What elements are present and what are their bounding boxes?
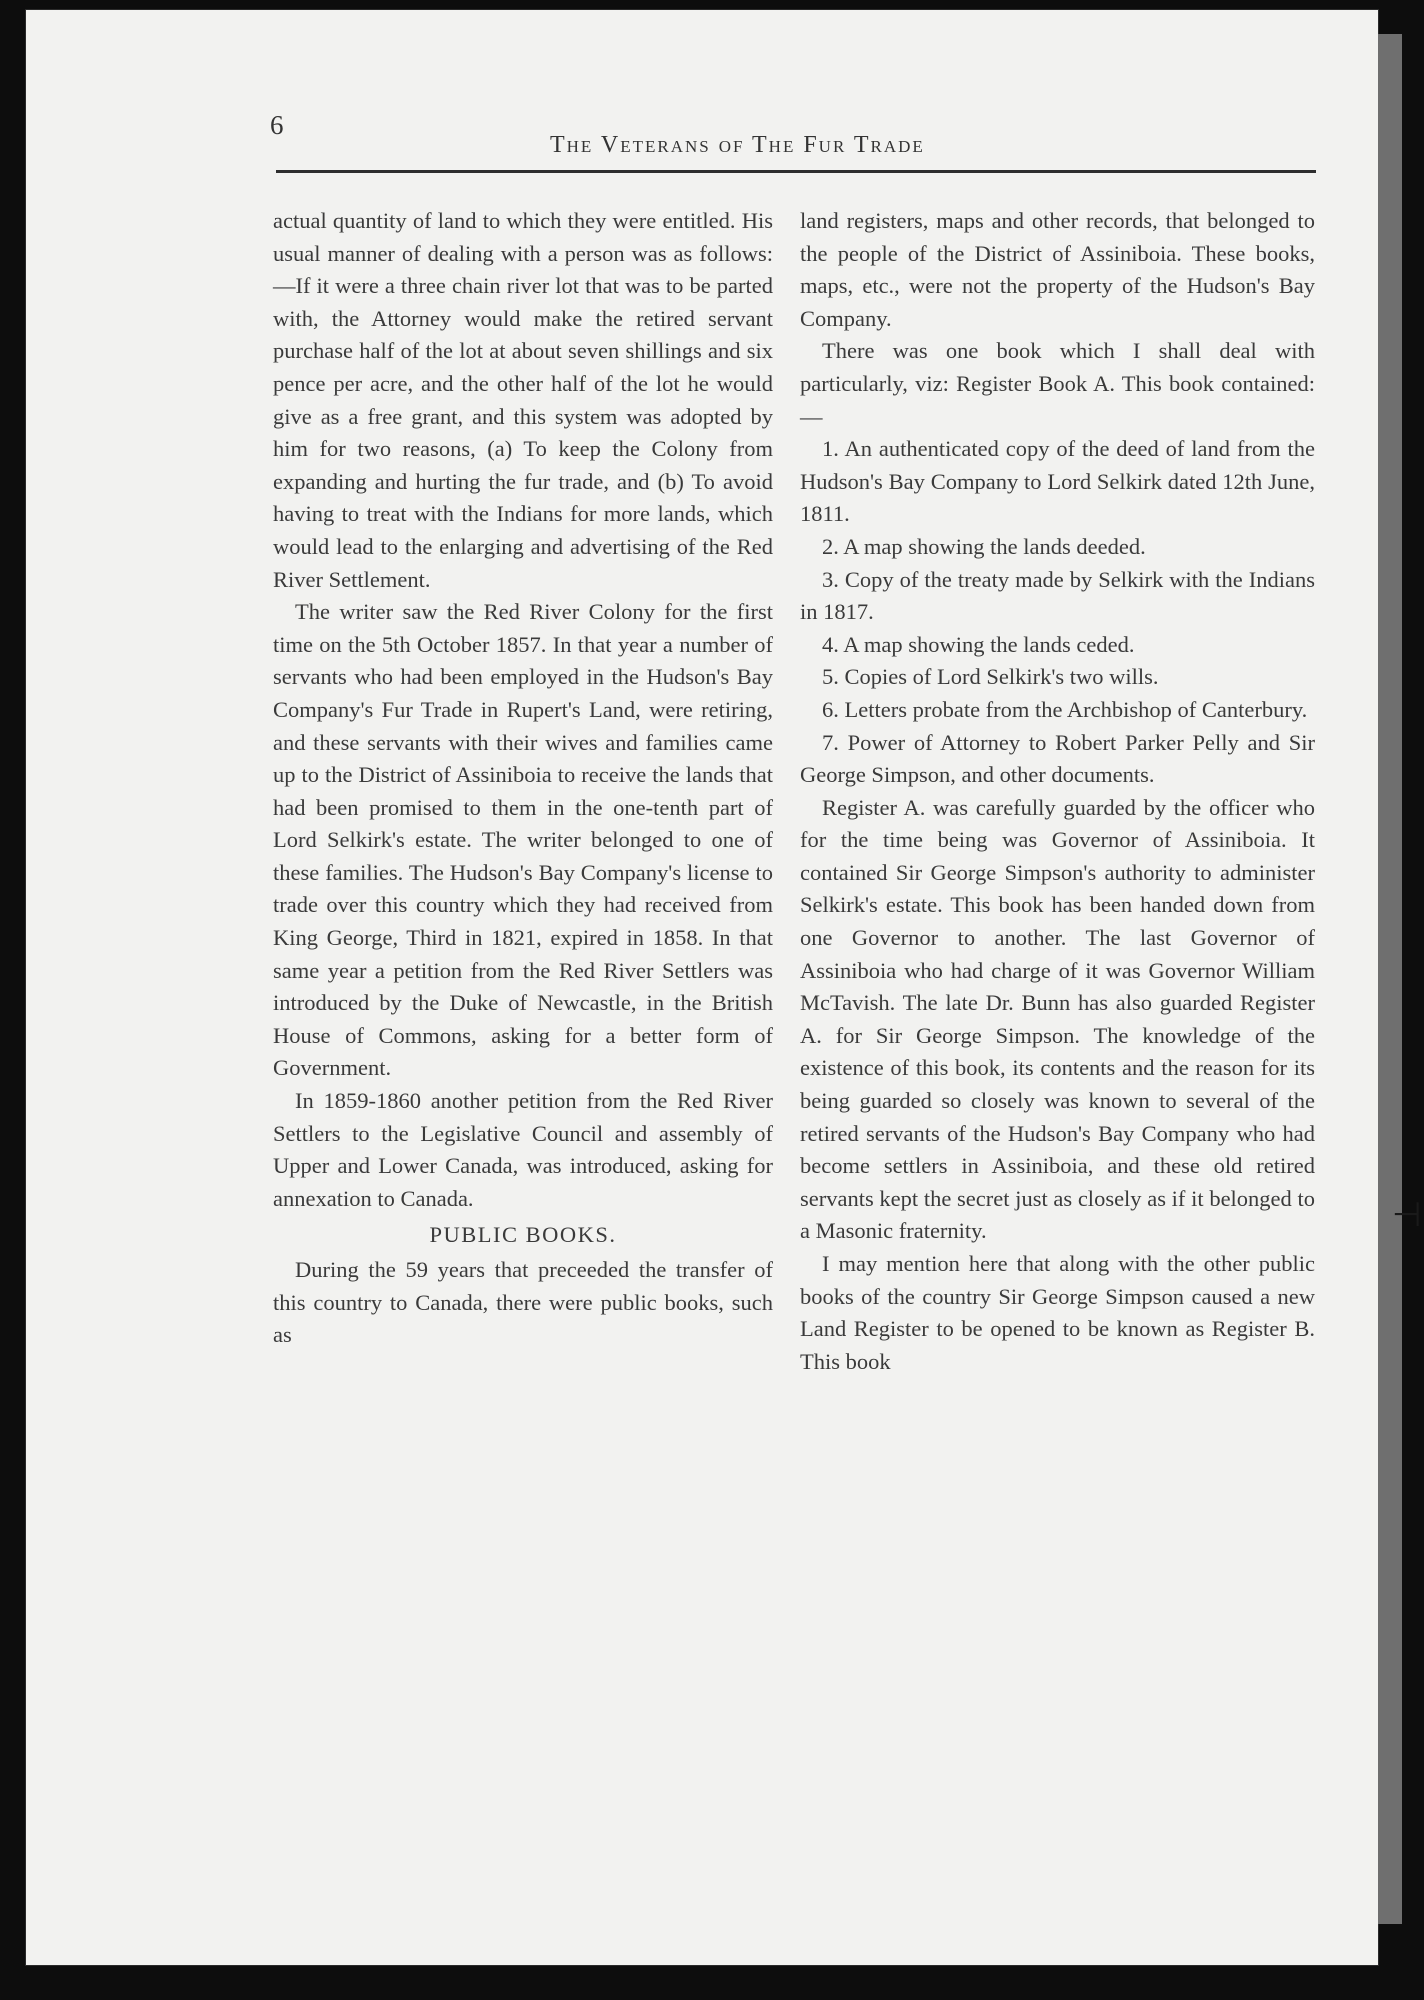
list-item: 1. An authenticated copy of the deed of land from the Hudson's Bay Company to Lord Selkirk dated 12th June, 1811. xyxy=(800,436,1315,527)
list-item: 3. Copy of the treaty made by Selkirk with the Indians in 1817. xyxy=(800,566,1315,625)
list-item: 6. Letters probate from the Archbishop of Canterbury. xyxy=(822,696,1308,722)
paragraph: land registers, maps and other records, that belonged to the people of the District of Assiniboia. These books, maps, etc., were not the property of the Hudson's Bay Company. xyxy=(800,208,1315,331)
running-title: The Veterans of The Fur Trade xyxy=(550,132,925,158)
list-item: 4. A map showing the lands ceded. xyxy=(822,631,1135,657)
paragraph: There was one book which I shall deal with particularly, viz: Register Book A. This book contained:— xyxy=(800,338,1315,429)
page-edge-strip xyxy=(1378,34,1402,1924)
list-item: 2. A map showing the lands deeded. xyxy=(822,533,1146,559)
paragraph: In 1859-1860 another petition from the Red River Settlers to the Legislative Council and assembly of Upper and Lower Canada, was introduced, asking for annexation to Canada. xyxy=(273,1088,773,1211)
left-column xyxy=(273,205,773,1352)
paragraph: During the 59 years that preceeded the transfer of this country to Canada, there were public books, such as xyxy=(273,1257,773,1348)
page-number: 6 xyxy=(270,110,284,140)
paragraph: Register A. was carefully guarded by the officer who for the time being was Governor of Assiniboia. It contained Sir George Simpson's authority to administer Selkirk's estate. This book has been handed down from one Governor to another. The last Governor of Assiniboia who had charge of it was Governor William McTavish. The late Dr. Bunn has also guarded Register A. for Sir George Simpson. The knowledge of the existence of this book, its contents and the reason for its being guarded so closely was known to several of the retired servants of the Hudson's Bay Company who had become settlers in Assiniboia, and these old retired servants kept the secret just as closely as if it belonged to a Masonic fraternity. xyxy=(800,794,1315,1244)
paragraph: actual quantity of land to which they were entitled. His usual manner of dealing with a person was as follows:—If it were a three chain river lot that was to be parted with, the Attorney would make the retired servant purchase half of the lot at about seven shillings and six pence per acre, and the other half of the lot he would give as a free grant, and this system was adopted by him for two reasons, (a) To keep the Colony from expanding and hurting the fur trade, and (b) To avoid having to treat with the Indians for more lands, which would lead to the enlarging and advertising of the Red River Settlement. xyxy=(273,208,773,592)
header-rule xyxy=(276,170,1316,173)
right-column xyxy=(800,205,1315,1378)
section-heading: PUBLIC BOOKS. xyxy=(429,1222,617,1248)
handwritten-mark-icon: ⊣ xyxy=(1392,1195,1422,1235)
page-header xyxy=(250,110,1320,170)
list-item: 5. Copies of Lord Selkirk's two wills. xyxy=(822,664,1159,690)
paragraph: I may mention here that along with the other public books of the country Sir George Simpson caused a new Land Register to be opened to be known as Register B. This book xyxy=(800,1251,1315,1374)
paragraph: The writer saw the Red River Colony for the first time on the 5th October 1857. In that year a number of servants who had been employed in the Hudson's Bay Company's Fur Trade in Rupert's Land, were retiring, and these servants with their wives and families came up to the District of Assiniboia to receive the lands that had been promised to them in the one-tenth part of Lord Selkirk's estate. The writer belonged to one of these families. The Hudson's Bay Company's license to trade over this country which they had received from King George, Third in 1821, expired in 1858. In that same year a petition from the Red River Settlers was introduced by the Duke of Newcastle, in the British House of Commons, asking for a better form of Government. xyxy=(273,599,773,1081)
list-item: 7. Power of Attorney to Robert Parker Pelly and Sir George Simpson, and other documents. xyxy=(800,729,1315,788)
